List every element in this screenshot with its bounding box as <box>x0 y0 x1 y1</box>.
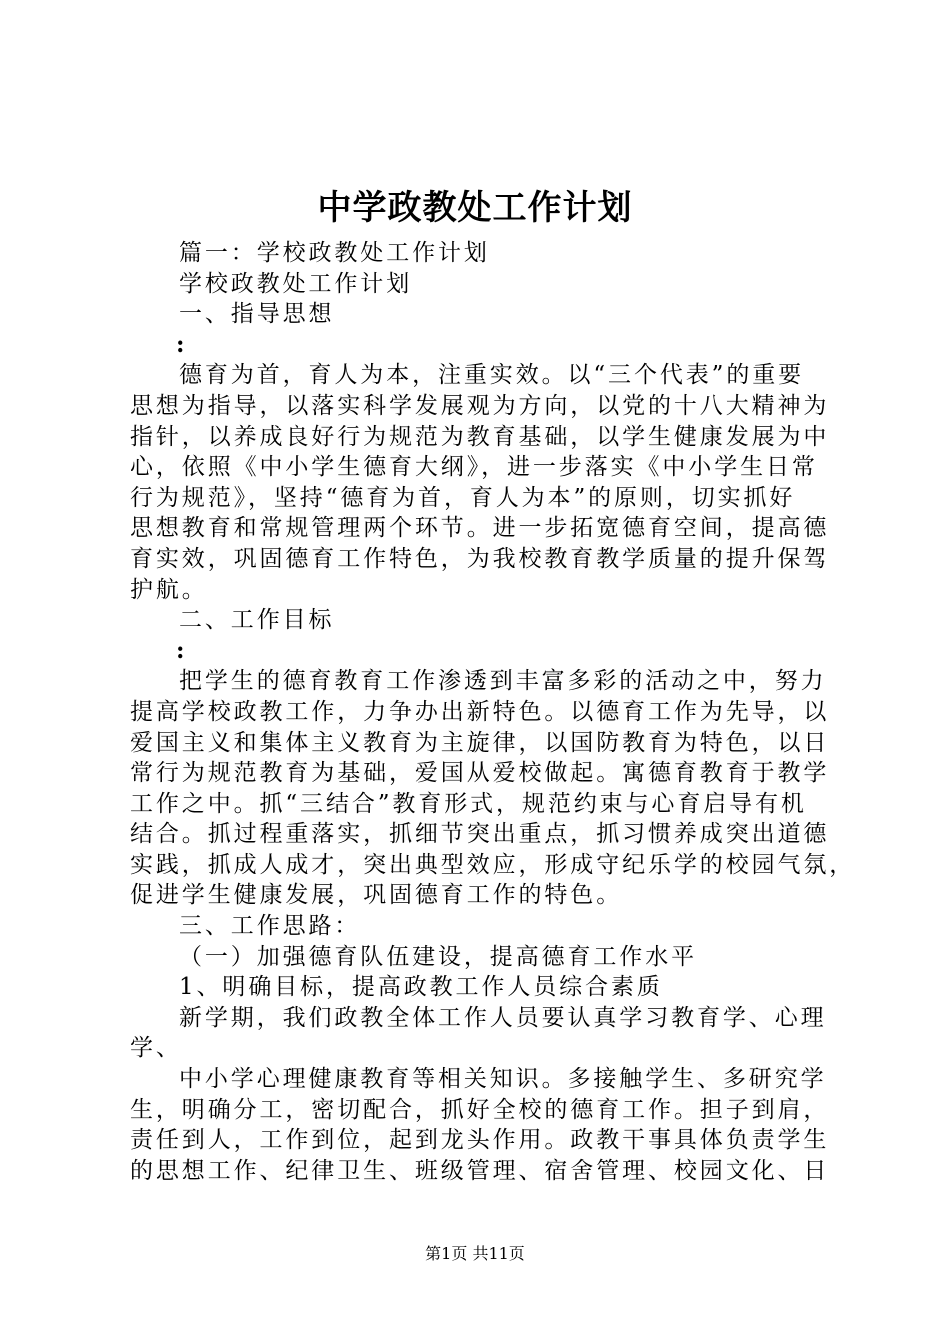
text-line: 行为规范》，坚持“德育为首，育人为本”的原则，切实抓好 <box>130 484 796 511</box>
text-line: 常行为规范教育为基础，爱国从爱校做起。寓德育教育于教学 <box>130 760 830 787</box>
page-footer: 第1页 共11页 <box>425 1244 525 1263</box>
text-line: 提高学校政教工作，力争办出新特色。以德育工作为先导，以 <box>130 698 830 725</box>
text-line: 指针，以养成良好行为规范为教育基础，以学生健康发展为中 <box>130 423 830 450</box>
text-line: 思想为指导，以落实科学发展观为方向，以党的十八大精神为 <box>130 392 830 419</box>
text-line: 促进学生健康发展，巩固德育工作的特色。 <box>130 882 623 909</box>
text-line: 学、 <box>130 1035 182 1062</box>
text-line: 新学期，我们政教全体工作人员要认真学习教育学、心理 <box>179 1004 827 1031</box>
text-line: 德育为首，育人为本，注重实效。以“三个代表”的重要 <box>179 362 805 389</box>
text-line: 结合。抓过程重落实，抓细节突出重点，抓习惯养成突出道德 <box>130 821 830 848</box>
text-line: 护航。 <box>130 576 208 603</box>
text-line: 育实效，巩固德育工作特色，为我校教育教学质量的提升保驾 <box>130 545 830 572</box>
text-line: 的思想工作、纪律卫生、班级管理、宿舍管理、校园文化、日 <box>130 1157 830 1184</box>
text-line: : <box>176 636 188 664</box>
text-line: 中小学心理健康教育等相关知识。多接触学生、多研究学 <box>179 1066 827 1093</box>
text-line: （一）加强德育队伍建设，提高德育工作水平 <box>179 943 697 970</box>
text-line: 学校政教处工作计划 <box>179 270 413 297</box>
document-body <box>130 238 856 1186</box>
text-line: 篇一：学校政教处工作计划 <box>179 240 490 266</box>
text-line: 二、工作目标 <box>179 607 335 634</box>
text-line: 一、指导思想 <box>179 301 335 328</box>
text-line: 思想教育和常规管理两个环节。进一步拓宽德育空间，提高德 <box>130 515 830 542</box>
text-line: 三、工作思路： <box>179 913 361 940</box>
text-line: 生，明确分工，密切配合，抓好全校的德育工作。担子到肩， <box>130 1096 830 1123</box>
text-line: 心，依照《中小学生德育大纲》，进一步落实《中小学生日常 <box>130 454 818 481</box>
text-line: : <box>176 330 188 358</box>
text-line: 爱国主义和集体主义教育为主旋律，以国防教育为特色，以日 <box>130 729 830 756</box>
text-line: 责任到人，工作到位，起到龙头作用。政教干事具体负责学生 <box>130 1127 830 1154</box>
text-line: 把学生的德育教育工作渗透到丰富多彩的活动之中，努力 <box>179 668 827 695</box>
text-line: 1、明确目标，提高政教工作人员综合素质 <box>179 974 663 1001</box>
text-line: 工作之中。抓“三结合”教育形式，规范约束与心育启导有机 <box>130 790 807 817</box>
document-title: 中学政教处工作计划 <box>317 188 633 228</box>
text-line: 实践，抓成人成才，突出典型效应，形成守纪乐学的校园气氛， <box>130 851 856 878</box>
